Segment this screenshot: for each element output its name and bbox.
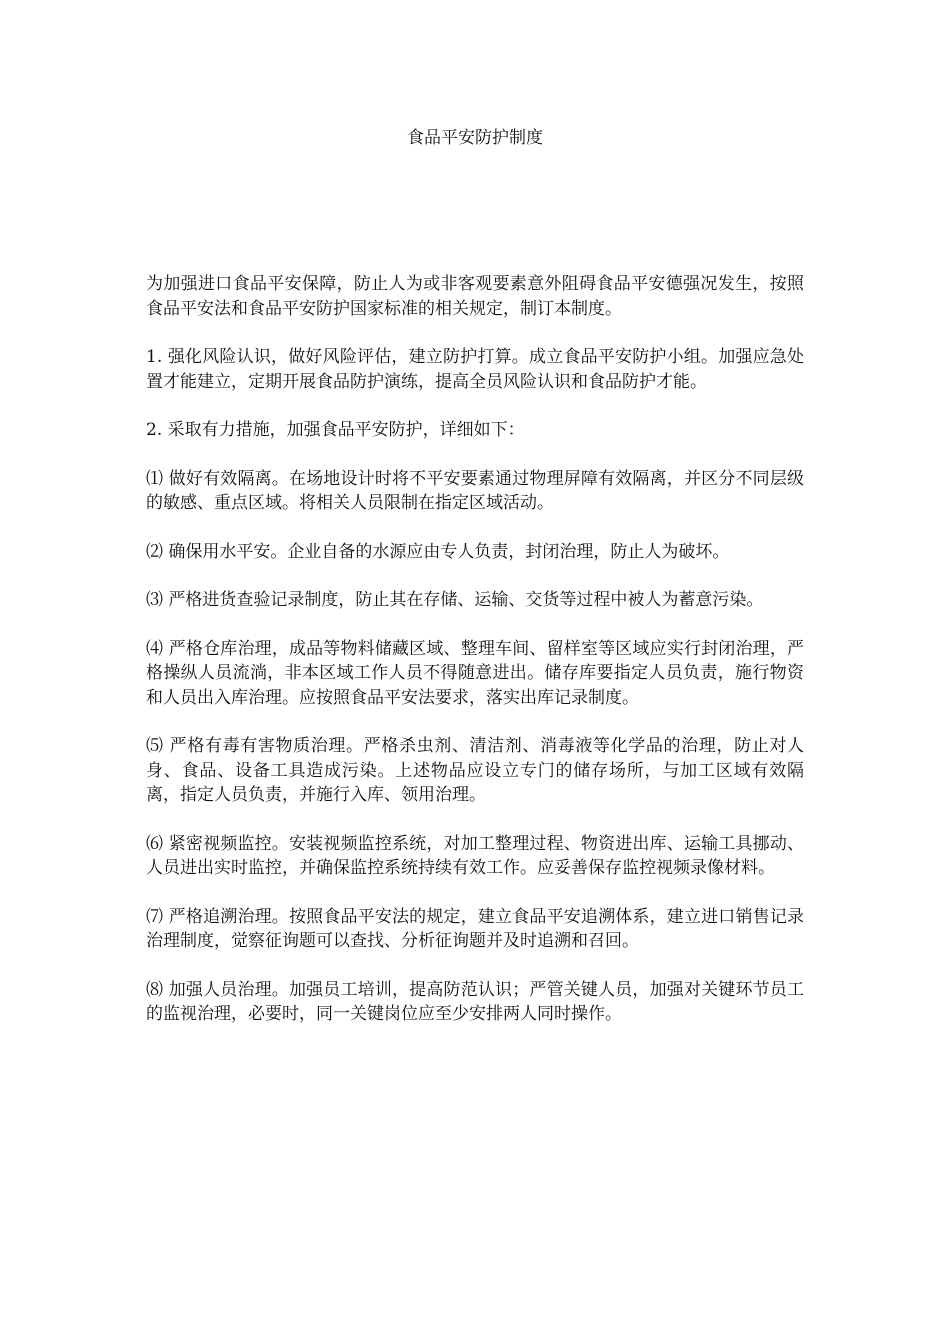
paragraph-subitem-7: ⑺ 严格追溯治理。按照食品平安法的规定，建立食品平安追溯体系，建立进口销售记录治理制度，觉察征询题可以查找、分析征询题并及时追溯和召回。: [146, 906, 804, 951]
document-body: [146, 272, 804, 1051]
paragraph-item-2: 2. 采取有力措施，加强食品平安防护，详细如下：: [146, 420, 525, 440]
paragraph-subitem-8: ⑻ 加强人员治理。加强员工培训，提高防范认识；严管关键人员，加强对关键环节员工的监视治理，必要时，同一关键岗位应至少安排两人同时操作。: [146, 979, 804, 1024]
paragraph-subitem-2: ⑵ 确保用水平安。企业自备的水源应由专人负责，封闭治理，防止人为破坏。: [146, 541, 730, 562]
paragraph-item-1: 1. 强化风险认识，做好风险评估，建立防护打算。成立食品平安防护小组。加强应急处置才能建立，定期开展食品防护演练，提高全员风险认识和食品防护才能。: [146, 347, 804, 392]
paragraph-intro: 为加强进口食品平安保障，防止人为或非客观要素意外阻碍食品平安德强况发生，按照食品平安法和食品平安防护国家标准的相关规定，制订本制度。: [146, 274, 804, 319]
paragraph-subitem-4: ⑷ 严格仓库治理，成品等物料储藏区域、整理车间、留样室等区域应实行封闭治理，严格操纵人员流淌，非本区域工作人员不得随意进出。储存库要指定人员负责，施行物资和人员出入库治理。应按照食品平安法要求，落实出库记录制度。: [146, 638, 804, 708]
paragraph-subitem-1: ⑴ 做好有效隔离。在场地设计时将不平安要素通过物理屏障有效隔离，并区分不同层级的敏感、重点区域。将相关人员限制在指定区域活动。: [146, 468, 804, 513]
document-title: 食品平安防护制度: [407, 128, 543, 148]
paragraph-subitem-5: ⑸ 严格有毒有害物质治理。严格杀虫剂、清洁剂、消毒液等化学品的治理，防止对人身、食品、设备工具造成污染。上述物品应设立专门的储存场所，与加工区域有效隔离，指定人员负责，并施行入库、领用治理。: [146, 736, 804, 805]
paragraph-subitem-6: ⑹ 紧密视频监控。安装视频监控系统，对加工整理过程、物资进出库、运输工具挪动、人员进出实时监控，并确保监控系统持续有效工作。应妥善保存监控视频录像材料。: [146, 833, 804, 878]
paragraph-subitem-3: ⑶ 严格进货查验记录制度，防止其在存储、运输、交货等过程中被人为蓄意污染。: [146, 590, 764, 610]
